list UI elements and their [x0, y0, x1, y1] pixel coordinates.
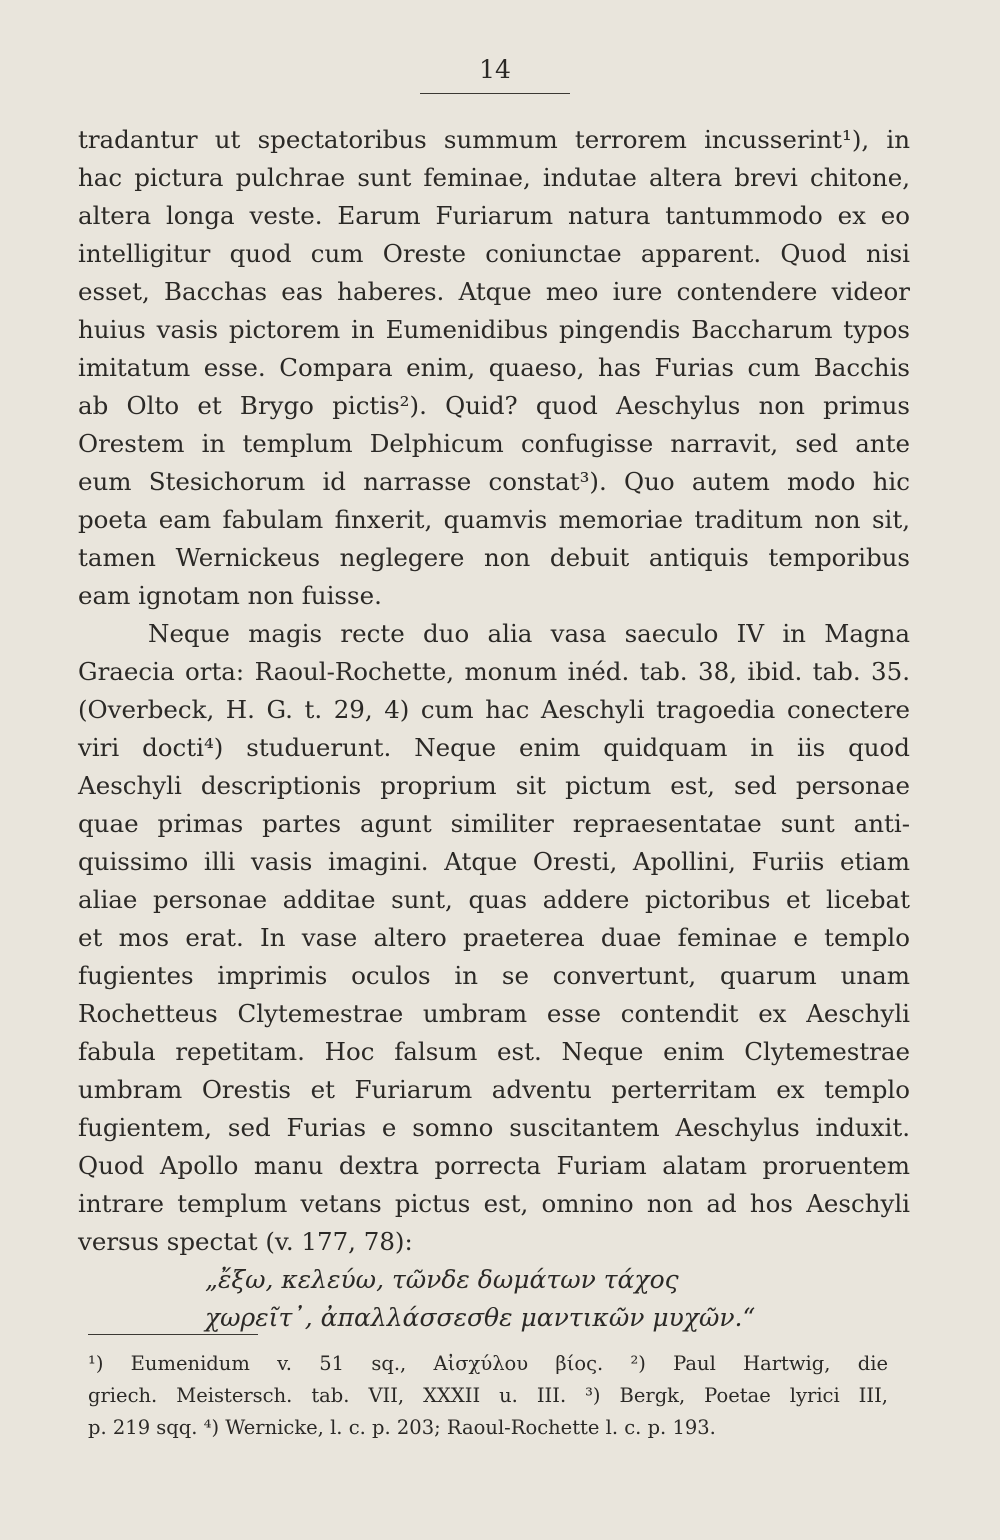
- body-line: fugientes imprimis oculos in se convertunt, quarum unam: [78, 961, 910, 990]
- body-line: hac pictura pulchrae sunt feminae, indutae altera brevi chitone,: [78, 163, 910, 192]
- body-line: ab Olto et Brygo pictis²). Quid? quod Aeschylus non primus: [78, 391, 910, 420]
- body-line: Orestem in templum Delphicum confugisse narravit, sed ante: [78, 429, 910, 458]
- paragraph-start-line: Neque magis recte duo alia vasa saeculo IV in Magna: [148, 619, 910, 648]
- verse-line: χωρεῖτ᾽, ἀπαλλάσσεσθε μαντικῶν μυχῶν.“: [205, 1303, 756, 1332]
- body-line: tamen Wernickeus neglegere non debuit antiquis temporibus: [78, 543, 910, 572]
- body-line: imitatum esse. Compara enim, quaeso, has Furias cum Bacchis: [78, 353, 910, 382]
- body-line: quissimo illi vasis imagini. Atque Oresti, Apollini, Furiis etiam: [78, 847, 910, 876]
- body-line: (Overbeck, H. G. t. 29, 4) cum hac Aeschyli tragoedia conectere: [78, 695, 910, 724]
- body-line: poeta eam fabulam finxerit, quamvis memoriae traditum non sit,: [78, 505, 910, 534]
- footnote-line: ¹) Eumenidum v. 51 sq., Αἰσχύλου βίος. ²) Paul Hartwig, die: [88, 1352, 888, 1375]
- footnote-rule: [88, 1334, 258, 1335]
- body-line: fugientem, sed Furias e somno suscitantem Aeschylus induxit.: [78, 1113, 910, 1142]
- footnote-line: p. 219 sqq. ⁴) Wernicke, l. c. p. 203; Raoul-Rochette l. c. p. 193.: [88, 1416, 716, 1439]
- body-line: et mos erat. In vase altero praeterea duae feminae e templo: [78, 923, 910, 952]
- body-line: intelligitur quod cum Oreste coniunctae apparent. Quod nisi: [78, 239, 910, 268]
- page-number-rule: [420, 93, 570, 94]
- body-line: intrare templum vetans pictus est, omnino non ad hos Aeschyli: [78, 1189, 910, 1218]
- body-line: Quod Apollo manu dextra porrecta Furiam alatam proruentem: [78, 1151, 910, 1180]
- body-line: tradantur ut spectatoribus summum terrorem incusserint¹), in: [78, 125, 910, 154]
- page-number: 14: [479, 55, 511, 84]
- body-line: Graecia orta: Raoul-Rochette, monum inéd. tab. 38, ibid. tab. 35.: [78, 657, 910, 686]
- verse-line: „ἔξω, κελεύω, τῶνδε δωμάτων τάχος: [205, 1265, 679, 1294]
- body-line: eam ignotam non fuisse.: [78, 581, 382, 610]
- footnote-line: griech. Meistersch. tab. VII, XXXII u. III. ³) Bergk, Poetae lyrici III,: [88, 1384, 888, 1407]
- body-line: Aeschyli descriptionis proprium sit pictum est, sed personae: [78, 771, 910, 800]
- body-line: esset, Bacchas eas haberes. Atque meo iure contendere videor: [78, 277, 910, 306]
- body-line: quae primas partes agunt similiter repraesentatae sunt anti-: [78, 809, 910, 838]
- body-line: umbram Orestis et Furiarum adventu perterritam ex templo: [78, 1075, 910, 1104]
- body-line: altera longa veste. Earum Furiarum natura tantummodo ex eo: [78, 201, 910, 230]
- body-line: aliae personae additae sunt, quas addere pictoribus et licebat: [78, 885, 910, 914]
- body-line: eum Stesichorum id narrasse constat³). Quo autem modo hic: [78, 467, 910, 496]
- body-line: Rochetteus Clytemestrae umbram esse contendit ex Aeschyli: [78, 999, 910, 1028]
- body-line: fabula repetitam. Hoc falsum est. Neque enim Clytemestrae: [78, 1037, 910, 1066]
- body-line: viri docti⁴) studuerunt. Neque enim quidquam in iis quod: [78, 733, 910, 762]
- body-line: huius vasis pictorem in Eumenidibus pingendis Baccharum typos: [78, 315, 910, 344]
- body-line: versus spectat (v. 177, 78):: [78, 1227, 413, 1256]
